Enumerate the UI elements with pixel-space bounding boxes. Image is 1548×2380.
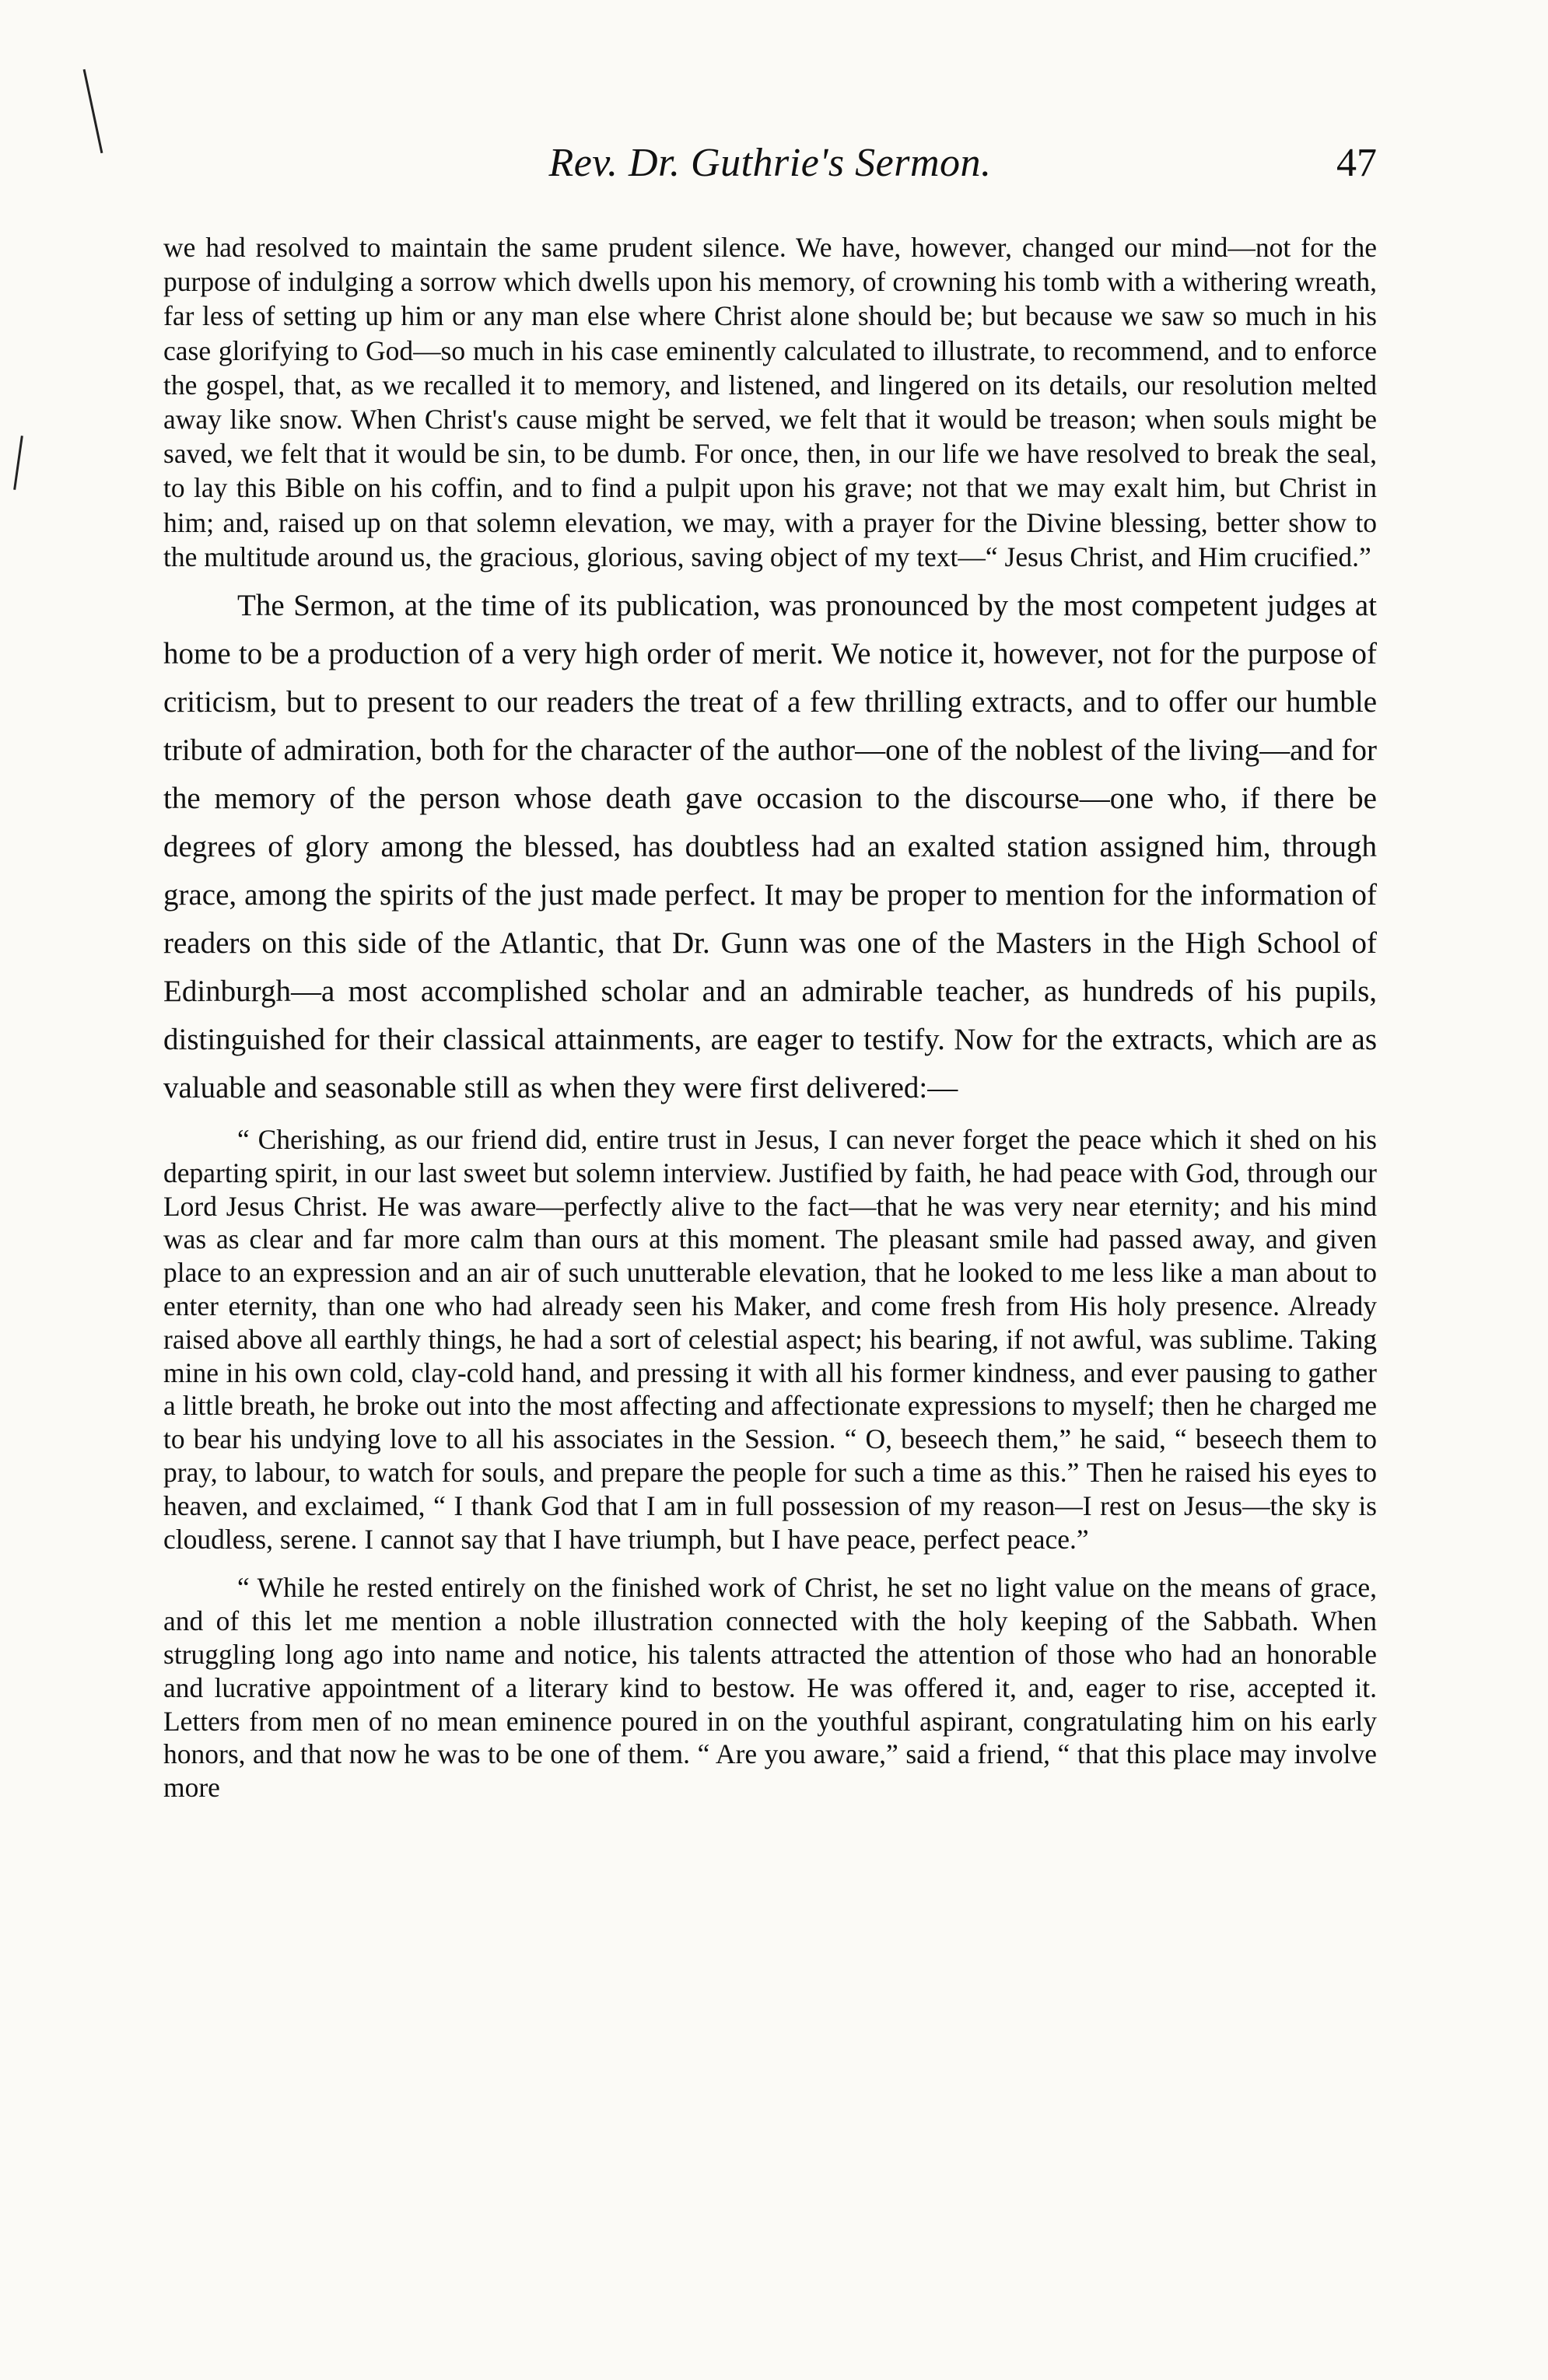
paragraph-quote-sabbath: “ While he rested entirely on the finished work of Christ, he set no light value on the means of grace, and of this let me mention a noble illustration connected with the holy keeping of the Sabbath. When struggling long ago into name and notice, his talents attracted the attention of those who had an honorable and lucrative appointment of a literary kind to bestow. He was offered it, and, eager to rise, accepted it. Letters from men of no mean eminence poured in on the youthful aspirant, congratulating him on his early honors, and that now he was to be one of them. “ Are you aware,” said a friend, “ that this place may involve more — [163, 1572, 1377, 1804]
paragraph-commentary: The Sermon, at the time of its publication, was pronounced by the most competent judges at home to be a production of a very high order of merit. We notice it, however, not for the purpose of criticism, but to present to our readers the treat of a few thrilling extracts, and to offer our humble tribute of admiration, both for the character of the author—one of the noblest of the living—and for the memory of the person whose death gave occasion to the discourse—one who, if there be degrees of glory among the blessed, has doubtless had an exalted station assigned him, through grace, among the spirits of the just made perfect. It may be proper to mention for the information of readers on this side of the Atlantic, that Dr. Gunn was one of the Masters in the High School of Edinburgh—a most accomplished scholar and an admirable teacher, as hundreds of his pupils, distinguished for their classical attainments, are eager to testify. Now for the extracts, which are as valuable and seasonable still as when they were first delivered:— — [163, 589, 1377, 1105]
paragraph-quote-deathbed: “ Cherishing, as our friend did, entire trust in Jesus, I can never forget the peace which it shed on his departing spirit, in our last sweet but solemn interview. Justified by faith, he had peace with God, through our Lord Jesus Christ. He was aware—perfectly alive to the fact—that he was very near eternity; and his mind was as clear and far more calm than ours at this moment. The pleasant smile had passed away, and given place to an expression and an air of such unutterable elevation, that he looked to me less like a man about to enter eternity, than one who had already seen his Maker, and come fresh from His holy presence. Already raised above all earthly things, he had a sort of celestial aspect; his bearing, if not awful, was sublime. Taking mine in his own cold, clay-cold hand, and pressing it with all his former kindness, and ever pausing to gather a little breath, he broke out into the most affecting and affectionate expressions to myself; then he charged me to bear his undying love to all his associates in the Session. “ O, beseech them,” he said, “ beseech them to pray, to labour, to watch for souls, and prepare the people for such a time as this.” Then he raised his eyes to heaven, and exclaimed, “ I thank God that I am in full possession of my reason—I rest on Jesus—the sky is cloudless, serene. I cannot say that I have triumph, but I have peace, perfect peace.” — [163, 1124, 1377, 1555]
paragraph-opening: we had resolved to maintain the same prudent silence. We have, however, changed our mind—not for the purpose of indulging a sorrow which dwells upon his memory, of crowning his tomb with a withering wreath, far less of setting up him or any man else where Christ alone should be; but because we saw so much in his case glorifying to God—so much in his case eminently calculated to illustrate, to recommend, and to enforce the gospel, that, as we recalled it to memory, and listened, and lingered on its details, our resolution melted away like snow. When Christ's cause might be served, we felt that it would be treason; when souls might be saved, we felt that it would be sin, to be dumb. For once, then, in our life we have resolved to break the seal, to lay this Bible on his coffin, and to find a pulpit upon his grave; not that we may exalt him, but Christ in him; and, raised up on that solemn elevation, we may, with a prayer for the Divine blessing, better show to the multitude around us, the gracious, glorious, saving object of my text—“ Jesus Christ, and Him crucified.” — [163, 232, 1377, 572]
page-number: 47 — [1336, 141, 1377, 185]
running-title: Rev. Dr. Guthrie's Sermon. — [548, 141, 992, 185]
margin-mark-middle — [13, 436, 23, 490]
page — [163, 140, 1377, 1804]
running-header — [163, 140, 1377, 210]
margin-mark-top — [83, 69, 103, 153]
